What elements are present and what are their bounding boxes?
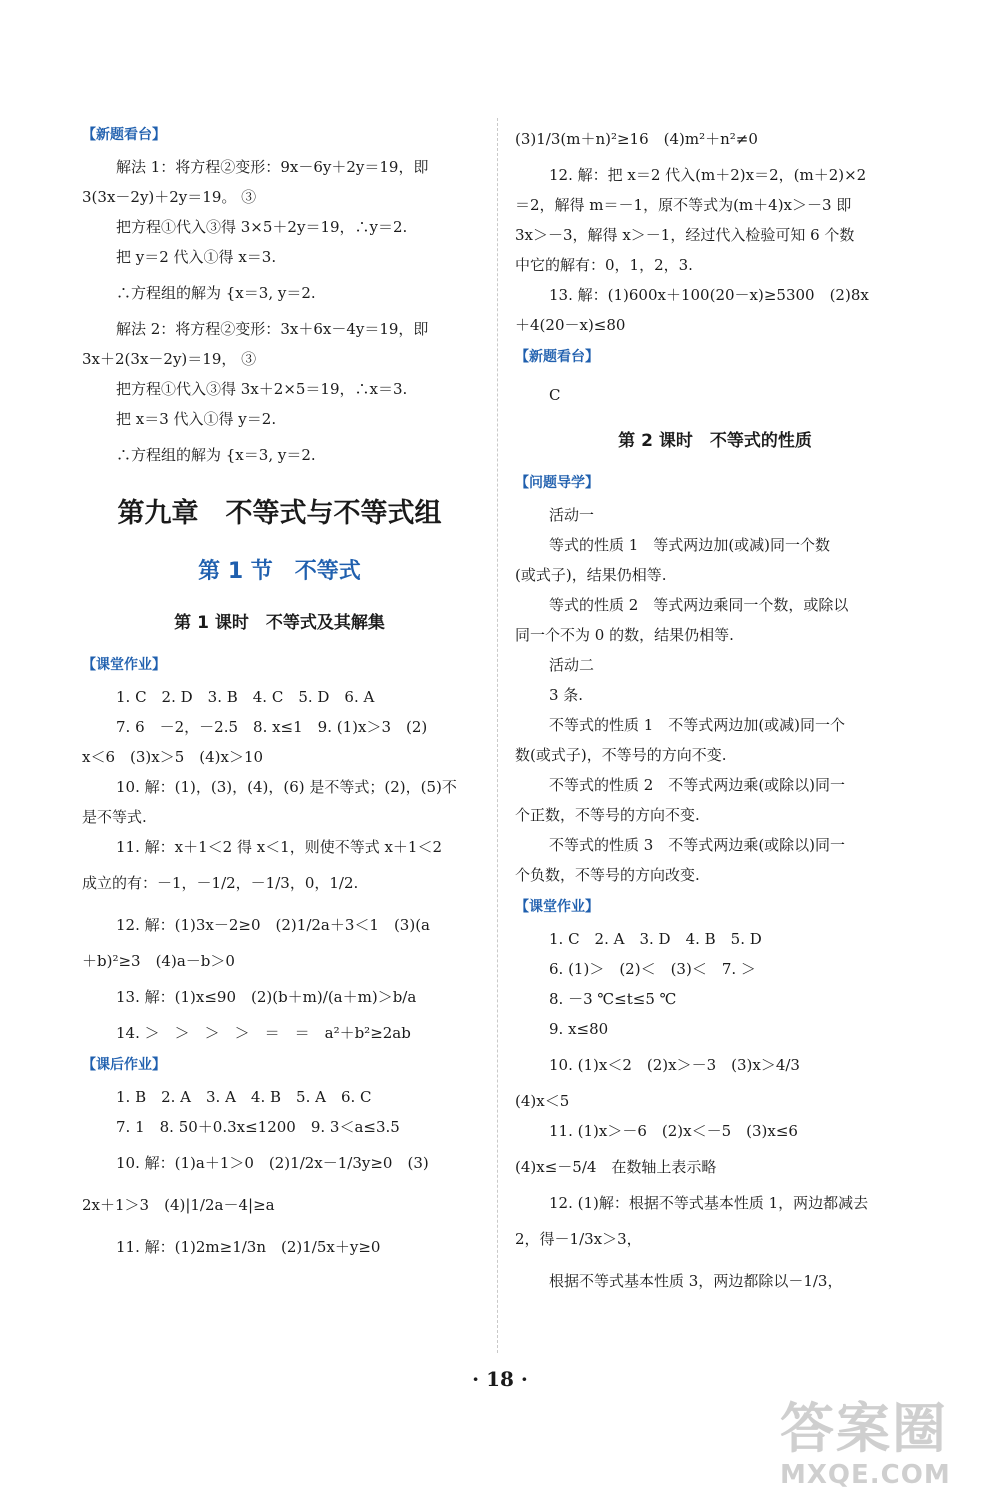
method2-line1: 解法 2：将方程②变形：3x＋6x－4y＝19，即 (116, 320, 429, 338)
answer-line: 14. ＞ ＞ ＞ ＞ ＝ ＝ a²＋b²≥2ab (116, 1024, 411, 1042)
answer-line: 12. (1)解：根据不等式基本性质 1，两边都减去 (549, 1194, 869, 1212)
tag-new-topic: 【新题看台】 (515, 349, 599, 365)
answer-line: ＋4(20－x)≤80 (515, 316, 626, 334)
answer-line: 10. (1)x＜2 (2)x＞－3 (3)x＞4/3 (549, 1056, 800, 1074)
answer-line: 11. 解：(1)2m≥1/3n (2)1/5x＋y≥0 (116, 1238, 381, 1256)
answer-line: 3x＞－3，解得 x＞－1，经过代入检验可知 6 个数 (515, 226, 855, 244)
answer-line: 13. 解：(1)x≤90 (2)(b＋m)/(a＋m)＞b/a (116, 988, 417, 1006)
method1-line4: 把 y＝2 代入①得 x＝3. (116, 248, 277, 266)
property-line: 3 条. (549, 686, 584, 704)
answer-line: ＝2，解得 m＝－1，原不等式为(m＋4)x＞－3 即 (515, 196, 852, 214)
watermark-text: 答案圈 (780, 1397, 948, 1460)
method2-line3: 把方程①代入③得 3x＋2×5＝19，∴x＝3. (116, 380, 408, 398)
method2-line4: 把 x＝3 代入①得 y＝2. (116, 410, 277, 428)
method1-line3: 把方程①代入③得 3×5＋2y＝19，∴y＝2. (116, 218, 408, 236)
answer-line: 成立的有：－1，－1/2，－1/3，0，1/2. (82, 874, 359, 892)
answer-line: 11. 解：x＋1＜2 得 x＜1，则使不等式 x＋1＜2 (116, 838, 443, 856)
right-column (515, 118, 915, 1302)
answer-line: 中它的解有：0，1，2，3. (515, 256, 693, 274)
method2-line2: 3x＋2(3x－2y)＝19， ③ (82, 350, 257, 368)
tag-homework: 【课后作业】 (82, 1057, 166, 1073)
property-line: 不等式的性质 2 不等式两边乘(或除以)同一 (549, 776, 846, 794)
activity-heading: 活动一 (549, 506, 595, 524)
answer-line: 1. B 2. A 3. A 4. B 5. A 6. C (116, 1088, 372, 1106)
answer-line: 1. C 2. D 3. B 4. C 5. D 6. A (116, 688, 375, 706)
answer-line: 6. (1)＞ (2)＜ (3)＜ 7. ＞ (549, 960, 756, 978)
watermark-url: MXQE.COM (780, 1460, 951, 1490)
activity-heading: 活动二 (549, 656, 595, 674)
answer-line: 1. C 2. A 3. D 4. B 5. D (549, 930, 762, 948)
watermark-logo (780, 1398, 995, 1496)
answer-line: 根据不等式基本性质 3，两边都除以－1/3， (549, 1272, 843, 1290)
property-line: 不等式的性质 3 不等式两边乘(或除以)同一 (549, 836, 846, 854)
chapter-title: 第九章 不等式与不等式组 (117, 498, 442, 529)
method1-solution: ∴方程组的解为 {x＝3, y＝2. (116, 284, 316, 302)
method1-line1: 解法 1：将方程②变形：9x－6y＋2y＝19，即 (116, 158, 429, 176)
column-divider (497, 118, 498, 1353)
property-line: 同一个不为 0 的数，结果仍相等. (515, 626, 734, 644)
answer-line: 7. 6 －2，－2.5 8. x≤1 9. (1)x＞3 (2) (116, 718, 428, 736)
answer-line: ＋b)²≥3 (4)a－b＞0 (82, 952, 235, 970)
left-column (82, 118, 477, 1268)
lesson2-title: 第 2 课时 不等式的性质 (618, 431, 812, 451)
tag-classwork: 【课堂作业】 (515, 899, 599, 915)
tag-new-topic: 【新题看台】 (82, 127, 166, 143)
tag-classwork: 【课堂作业】 (82, 657, 166, 673)
property-line: 等式的性质 1 等式两边加(或减)同一个数 (549, 536, 831, 554)
property-line: 等式的性质 2 等式两边乘同一个数，或除以 (549, 596, 849, 614)
answer-line: C (549, 386, 561, 404)
answer-line: x＜6 (3)x＞5 (4)x＞10 (82, 748, 264, 766)
answer-line: 10. 解：(1)，(3)，(4)，(6) 是不等式；(2)，(5)不 (116, 778, 457, 796)
answer-line: 2，得－1/3x＞3， (515, 1230, 642, 1248)
lesson1-title: 第 1 课时 不等式及其解集 (174, 613, 385, 633)
answer-line: 8. －3 ℃≤t≤5 ℃ (549, 990, 677, 1008)
property-line: 个正数，不等号的方向不变. (515, 806, 700, 824)
answer-line: 13. 解：(1)600x＋100(20－x)≥5300 (2)8x (549, 286, 869, 304)
property-line: 数(或式子)，不等号的方向不变. (515, 746, 727, 764)
answer-line: (4)x＜5 (515, 1092, 570, 1110)
answer-line: (3)1/3(m＋n)²≥16 (4)m²＋n²≠0 (515, 130, 758, 148)
answer-line: 7. 1 8. 50＋0.3x≤1200 9. 3＜a≤3.5 (116, 1118, 400, 1136)
method1-line2: 3(3x－2y)＋2y＝19。 ③ (82, 188, 257, 206)
tag-guided-study: 【问题导学】 (515, 475, 599, 491)
property-line: 不等式的性质 1 不等式两边加(或减)同一个 (549, 716, 846, 734)
answer-line: (4)x≤－5/4 在数轴上表示略 (515, 1158, 717, 1176)
answer-line: 是不等式. (82, 808, 147, 826)
answer-line: 12. 解：(1)3x－2≥0 (2)1/2a＋3＜1 (3)(a (116, 916, 430, 934)
answer-line: 9. x≤80 (549, 1020, 609, 1038)
property-line: 个负数，不等号的方向改变. (515, 866, 700, 884)
answer-line: 10. 解：(1)a＋1＞0 (2)1/2x－1/3y≥0 (3) (116, 1154, 429, 1172)
answer-line: 2x＋1＞3 (4)|1/2a－4|≥a (82, 1196, 275, 1214)
method2-solution: ∴方程组的解为 {x＝3, y＝2. (116, 446, 316, 464)
answer-line: 11. (1)x＞－6 (2)x＜－5 (3)x≤6 (549, 1122, 798, 1140)
answer-line: 12. 解：把 x＝2 代入(m＋2)x＝2，(m＋2)×2 (549, 166, 867, 184)
property-line: (或式子)，结果仍相等. (515, 566, 667, 584)
page-number: · 18 · (472, 1367, 528, 1391)
section-title: 第 1 节 不等式 (198, 559, 361, 584)
